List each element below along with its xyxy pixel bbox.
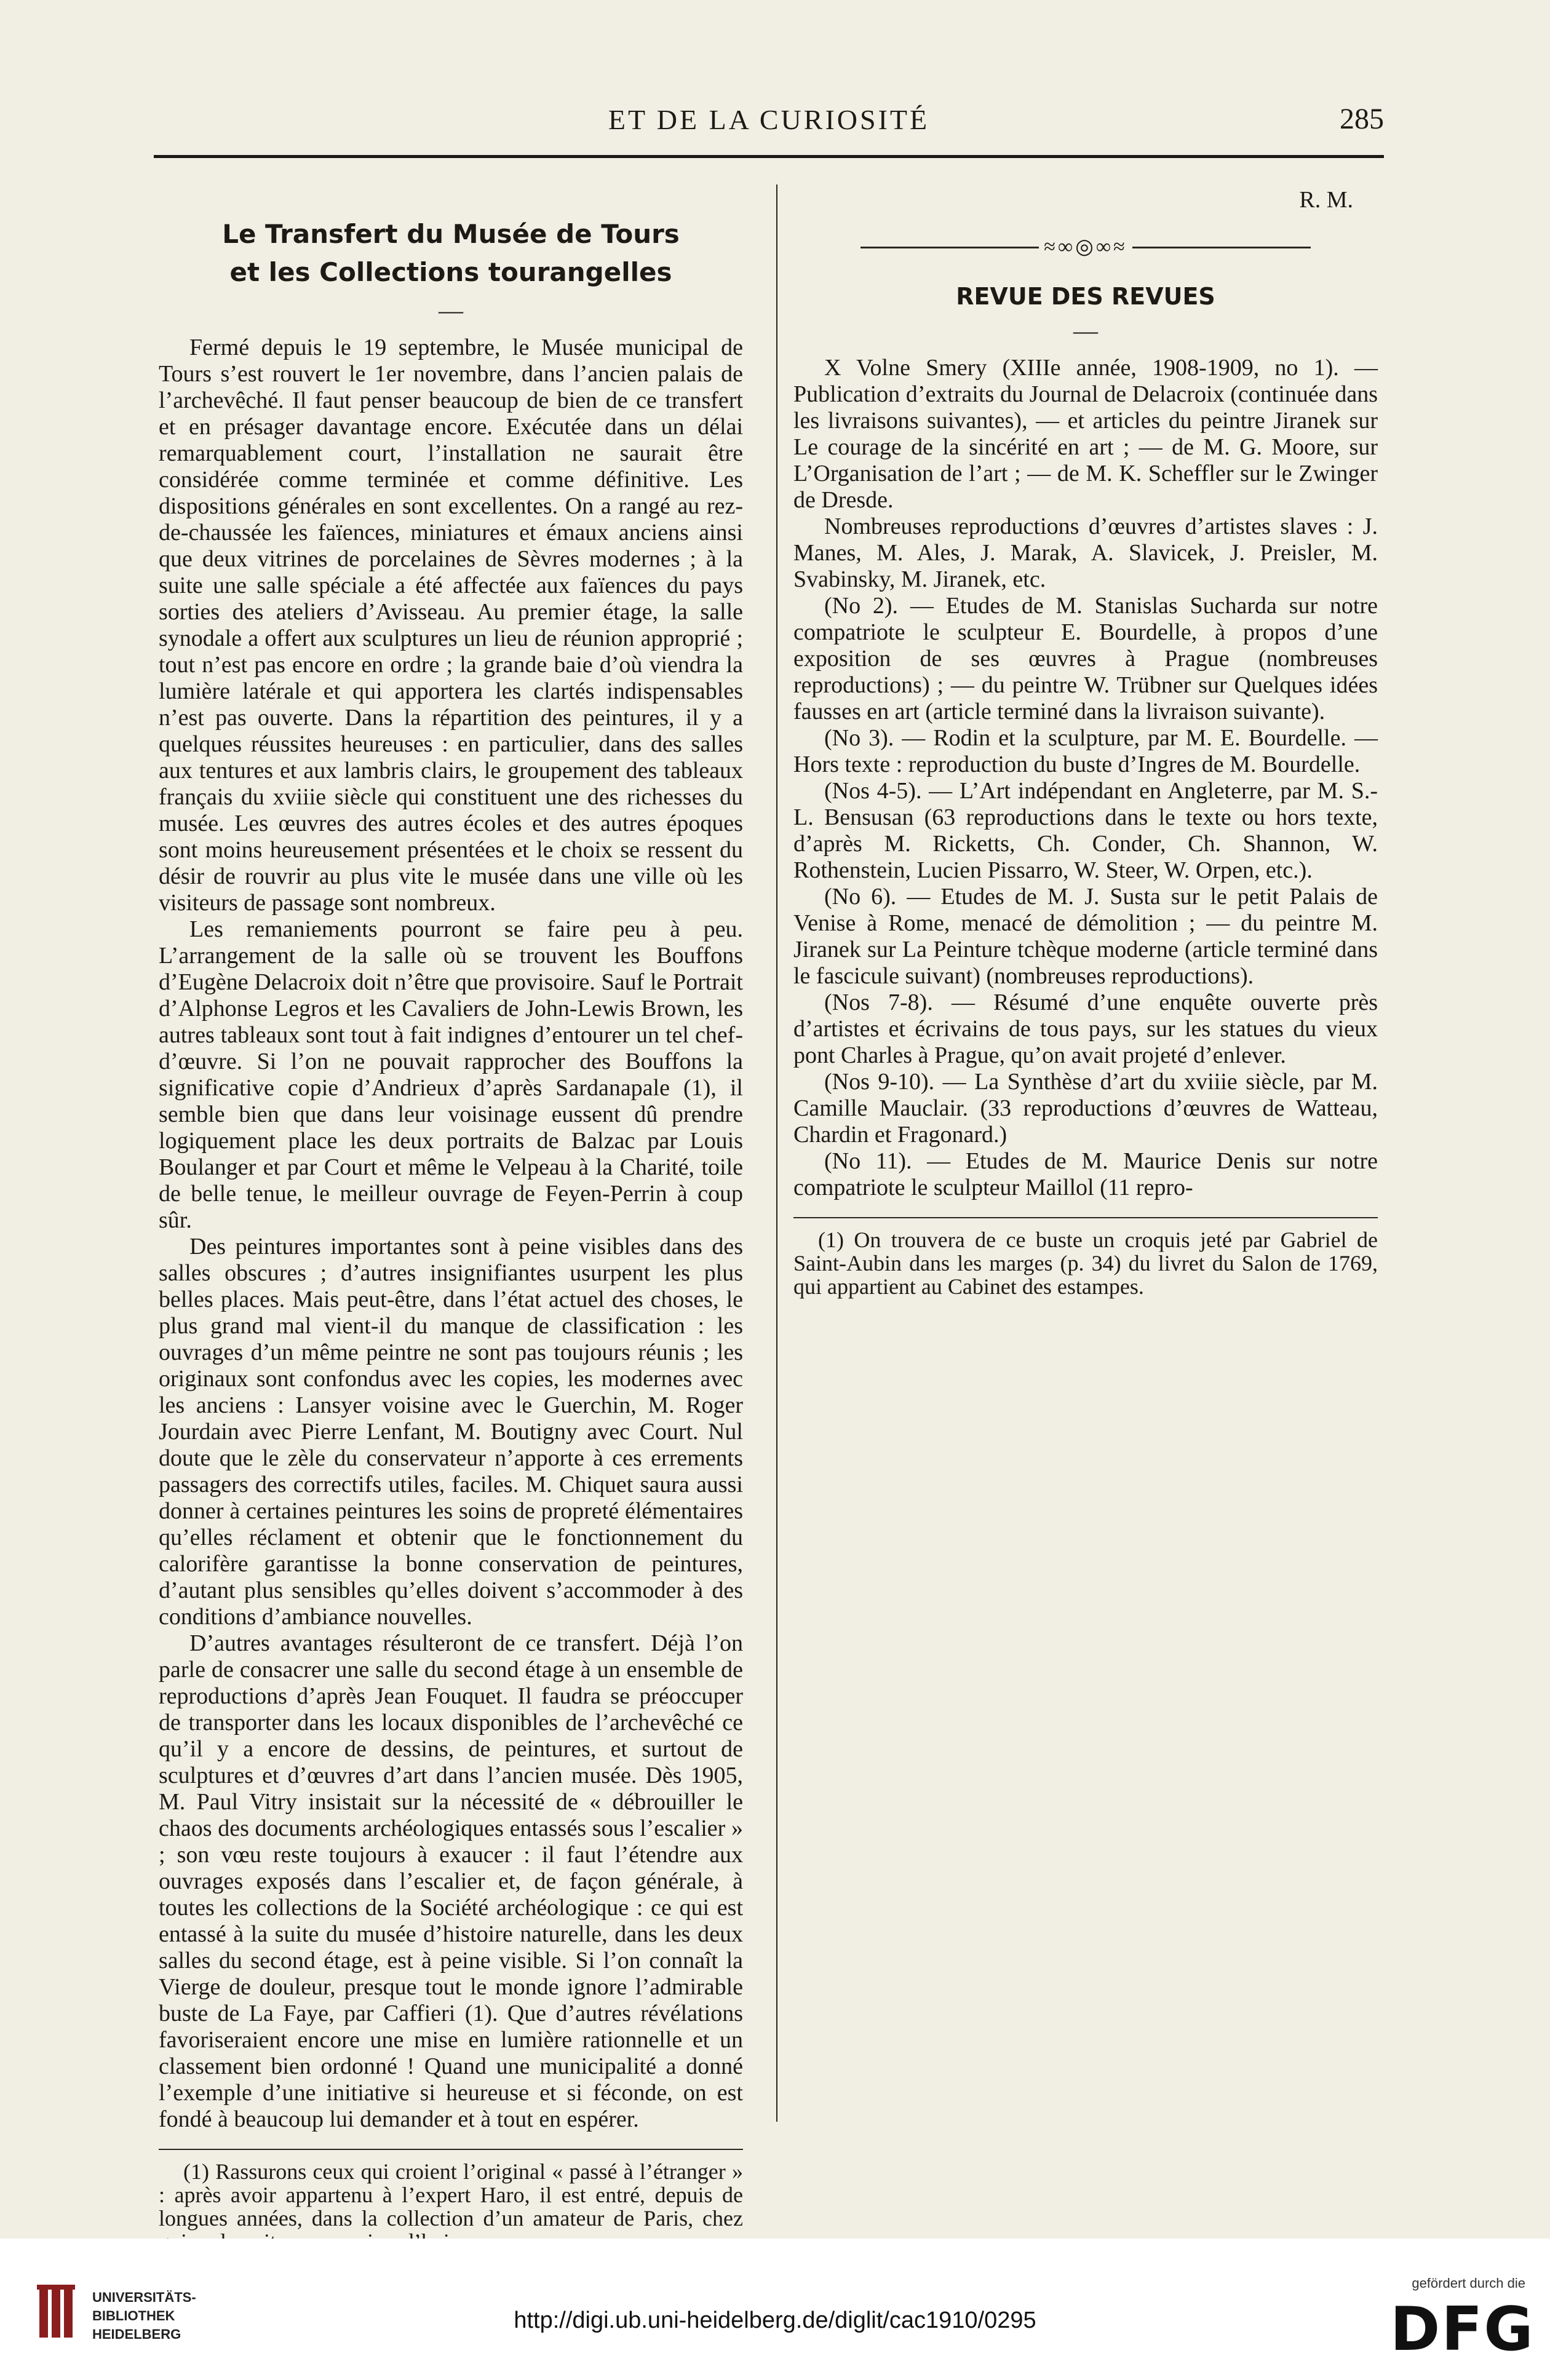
- article-paragraph: Les remaniements pourront se faire peu à peu. L’arrangement de la salle où se trouvent les Bouffons d’Eugène Delacroix doit n’être que provisoire. Sauf le Portrait d’Alphonse Legros et les Cavaliers de John-Lewis Brown, les autres tableaux sont tout à fait indignes d’entourer un tel chef-d’œuvre. Si l’on ne pouvait rapprocher des Bouffons la significative copie d’Andrieux d’après Sardanapale (1), il semble bien que dans leur voisinage eussent dû prendre logiquement place les deux portraits de Balzac par Louis Boulanger et par Court et même le Velpeau à la Charité, toile de belle tenue, le meilleur ouvrage de Feyen-Perrin à coup sûr.: [159, 916, 743, 1233]
- running-head: [154, 92, 1384, 141]
- footnote-left: (1) Rassurons ceux qui croient l’original « passé à l’étranger » : après avoir appartenu à l’expert Haro, il est entré, depuis de longues années, dans la collection d’un amateur de Paris, chez: [159, 2159, 743, 2231]
- ornament-knot: ≈∞◎∞≈: [1044, 236, 1127, 258]
- column-divider: [776, 184, 777, 2122]
- review-paragraph: (No 6). — Etudes de M. J. Susta sur le petit Palais de Venise à Rome, menacé de démolition ; — du peintre M. Jiranek sur La Peinture tchèque moderne (article terminé dans le fascicule suivant) (nombreuses reproductions).: [793, 884, 1378, 989]
- sponsor-block: [1390, 2275, 1535, 2365]
- sponsor-caption: gefördert durch die: [1412, 2275, 1525, 2291]
- running-title: ET DE LA CURIOSITÉ: [608, 104, 930, 135]
- review-paragraph: (Nos 4-5). — L’Art indépendant en Angleterre, par M. S.-L. Bensusan (63 reproductions dans le texte ou hors texte, d’après M. Ricketts, Ch. Conder, Ch. Shannon, W. Rothenstein, Lucien Pissarro, W. Steer, W. Orpen, etc.).: [793, 778, 1378, 883]
- permalink-url[interactable]: http://digi.ub.uni-heidelberg.de/diglit/cac1910/0295: [514, 2307, 1036, 2333]
- footnote-rule: [159, 2149, 743, 2150]
- article-title: [159, 215, 743, 292]
- ornament-line-right: [1132, 247, 1311, 248]
- section-title: REVUE DES REVUES: [956, 283, 1215, 310]
- library-name-line3: HEIDELBERG: [92, 2326, 181, 2342]
- section-dash: —: [1073, 317, 1098, 344]
- review-paragraph: (Nos 9-10). — La Synthèse d’art du xviiie siècle, par M. Camille Mauclair. (33 reproductions d’œuvres de Watteau, Chardin et Fragonard.): [793, 1069, 1378, 1148]
- section-ornament: [793, 238, 1378, 256]
- article-signature: R. M.: [1299, 187, 1353, 213]
- library-name-line1: UNIVERSITÄTS-: [92, 2290, 196, 2305]
- review-paragraph: (No 2). — Etudes de M. Stanislas Sucharda sur notre compatriote le sculpteur E. Bourdelle, à propos d’une exposition de ses œuvres à Prague (nombreuses reproductions) ; — du peintre W. Trübner sur Quelques idées fausses en art (article terminé dans la livraison suivante).: [793, 593, 1378, 724]
- article-title-line1: Le Transfert du Musée de Tours: [222, 219, 680, 249]
- footnote-right: (1) On trouvera de ce buste un croquis jeté par Gabriel de Saint-Aubin dans les marges (p. 34) du livret du Salon de 1769, qui appartient au Cabinet des estampes.: [793, 1228, 1378, 1299]
- digitization-footer: [0, 2239, 1550, 2380]
- title-dash: —: [439, 296, 463, 324]
- article-paragraph: D’autres avantages résulteront de ce transfert. Déjà l’on parle de consacrer une salle du second étage à un ensemble de reproductions d’après Jean Fouquet. Il faudra se préoccuper de transporter dans les locaux disponibles de l’archevêché ce qu’il y a encore de dessins, de peintures, et surtout de sculptures et d’œuvres d’art dans l’ancien musée. Dès 1905, M. Paul Vitry insistait sur la nécessité de « débrouiller le chaos des documents archéologiques entassés sous l’escalier » ; son vœu reste toujours à exaucer : il faut l’étendre aux ouvrages exposés dans l’escalier et, de façon générale, à toutes les collections de la Société archéologique : ce qui est entassé à la suite du musée d’histoire naturelle, dans les deux salles du second étage, est à peine visible. Si l’on connaît la Vierge de douleur, presque tout le monde ignore l’admirable buste de La Faye, par Caffieri (1). Que d’autres révélations favoriseraient encore une mise en lumière rationnelle et un classement bien ordonné ! Quand une municipalité a donné l’exemple d’une initiative si heureuse et si féconde, on est fondé à beaucoup lui demander et à tout en espérer.: [159, 1630, 743, 2132]
- header-rule: [154, 155, 1384, 158]
- article-paragraph: Fermé depuis le 19 septembre, le Musée municipal de Tours s’est rouvert le 1er novembre, dans l’ancien palais de l’archevêché. Il faut penser beaucoup de bien de ce transfert et en présager davantage encore. Exécutée dans un délai remarquablement court, l’installation ne saurait être considérée comme terminée et comme définitive. Les dispositions générales en sont excellentes. On a rangé au rez-de-chaussée les faïences, miniatures et émaux anciens ainsi que deux vitrines de porcelaines de Sèvres modernes ; à la suite une salle spéciale a été affectée aux faïences du pays sorties des ateliers d’Avisseau. Au premier étage, la salle synodale a offert aux sculptures un lieu de réunion approprié ; tout n’est pas encore en ordre ; la grande baie d’où viendra la lumière latérale et qui apportera les clartés indispensables n’est pas ouverte. Dans la répartition des peintures, il y a quelques réussites heureuses : en particulier, dans des salles aux tentures et aux lambris clairs, le groupement des tableaux français du xviiie siècle qui constituent une des richesses du musée. Les œuvres des autres écoles et des autres époques sont moins heureusement présentées et le choix se ressent du désir de rouvrir au plus vite le musée dans une ville où les visiteurs de passage sont nombreux.: [159, 335, 743, 916]
- review-paragraph: Nombreuses reproductions d’œuvres d’artistes slaves : J. Manes, M. Ales, J. Marak, A. Slavicek, J. Preisler, M. Svabinsky, M. Jiranek, etc.: [793, 514, 1378, 592]
- left-column: [159, 184, 743, 2253]
- article-paragraph: Des peintures importantes sont à peine visibles dans des salles obscures ; d’autres insignifiantes usurpent les plus belles places. Mais peut-être, dans l’état actuel des choses, le plus grand mal vient-il du manque de classification : les ouvrages d’un même peintre ne sont pas toujours réunis ; les originaux sont confondus avec les copies, les modernes avec les anciens : Lansyer voisine avec le Guerchin, M. Roger Jourdain avec Pierre Lenfant, M. Boutigny avec Court. Nul doute que le zèle du conservateur n’apporte à ces errements passagers des correctifs utiles, faciles. M. Chiquet saura aussi donner à certaines peintures les soins de propreté élémentaires qu’elles réclament et obtenir que le fonctionnement du calorifère garantisse la bonne conservation de peintures, d’autant plus sensibles qu’elles doivent s’accommoder à des conditions d’ambiance nouvelles.: [159, 1234, 743, 1630]
- review-paragraph: (No 3). — Rodin et la sculpture, par M. E. Bourdelle. — Hors texte : reproduction du buste d’Ingres de M. Bourdelle.: [793, 725, 1378, 777]
- review-paragraph: X Volne Smery (XIIIe année, 1908-1909, no 1). — Publication d’extraits du Journal de Delacroix (continuée dans les livraisons suivantes), — et articles du peintre Jiranek sur Le courage de la sincérité en art ; — de M. G. Moore, sur L’Organisation de l’art ; — de M. K. Scheffler sur le Zwinger de Dresde.: [793, 355, 1378, 513]
- ornament-line-left: [860, 247, 1039, 248]
- article-title-line2: et les Collections tourangelles: [229, 257, 672, 287]
- footnote-rule: [793, 1217, 1378, 1218]
- library-name-line2: BIBLIOTHEK: [92, 2308, 175, 2323]
- right-column: [793, 184, 1378, 1298]
- page-number: 285: [1340, 103, 1384, 135]
- dfg-logo[interactable]: DFG: [1390, 2295, 1535, 2365]
- review-paragraph: (No 11). — Etudes de M. Maurice Denis sur notre compatriote le sculpteur Maillol (11 repro-: [793, 1148, 1378, 1200]
- review-paragraph: (Nos 7-8). — Résumé d’une enquête ouverte près d’artistes et écrivains de tous pays, sur les statues du vieux pont Charles à Prague, qu’on avait projeté d’enlever.: [793, 990, 1378, 1068]
